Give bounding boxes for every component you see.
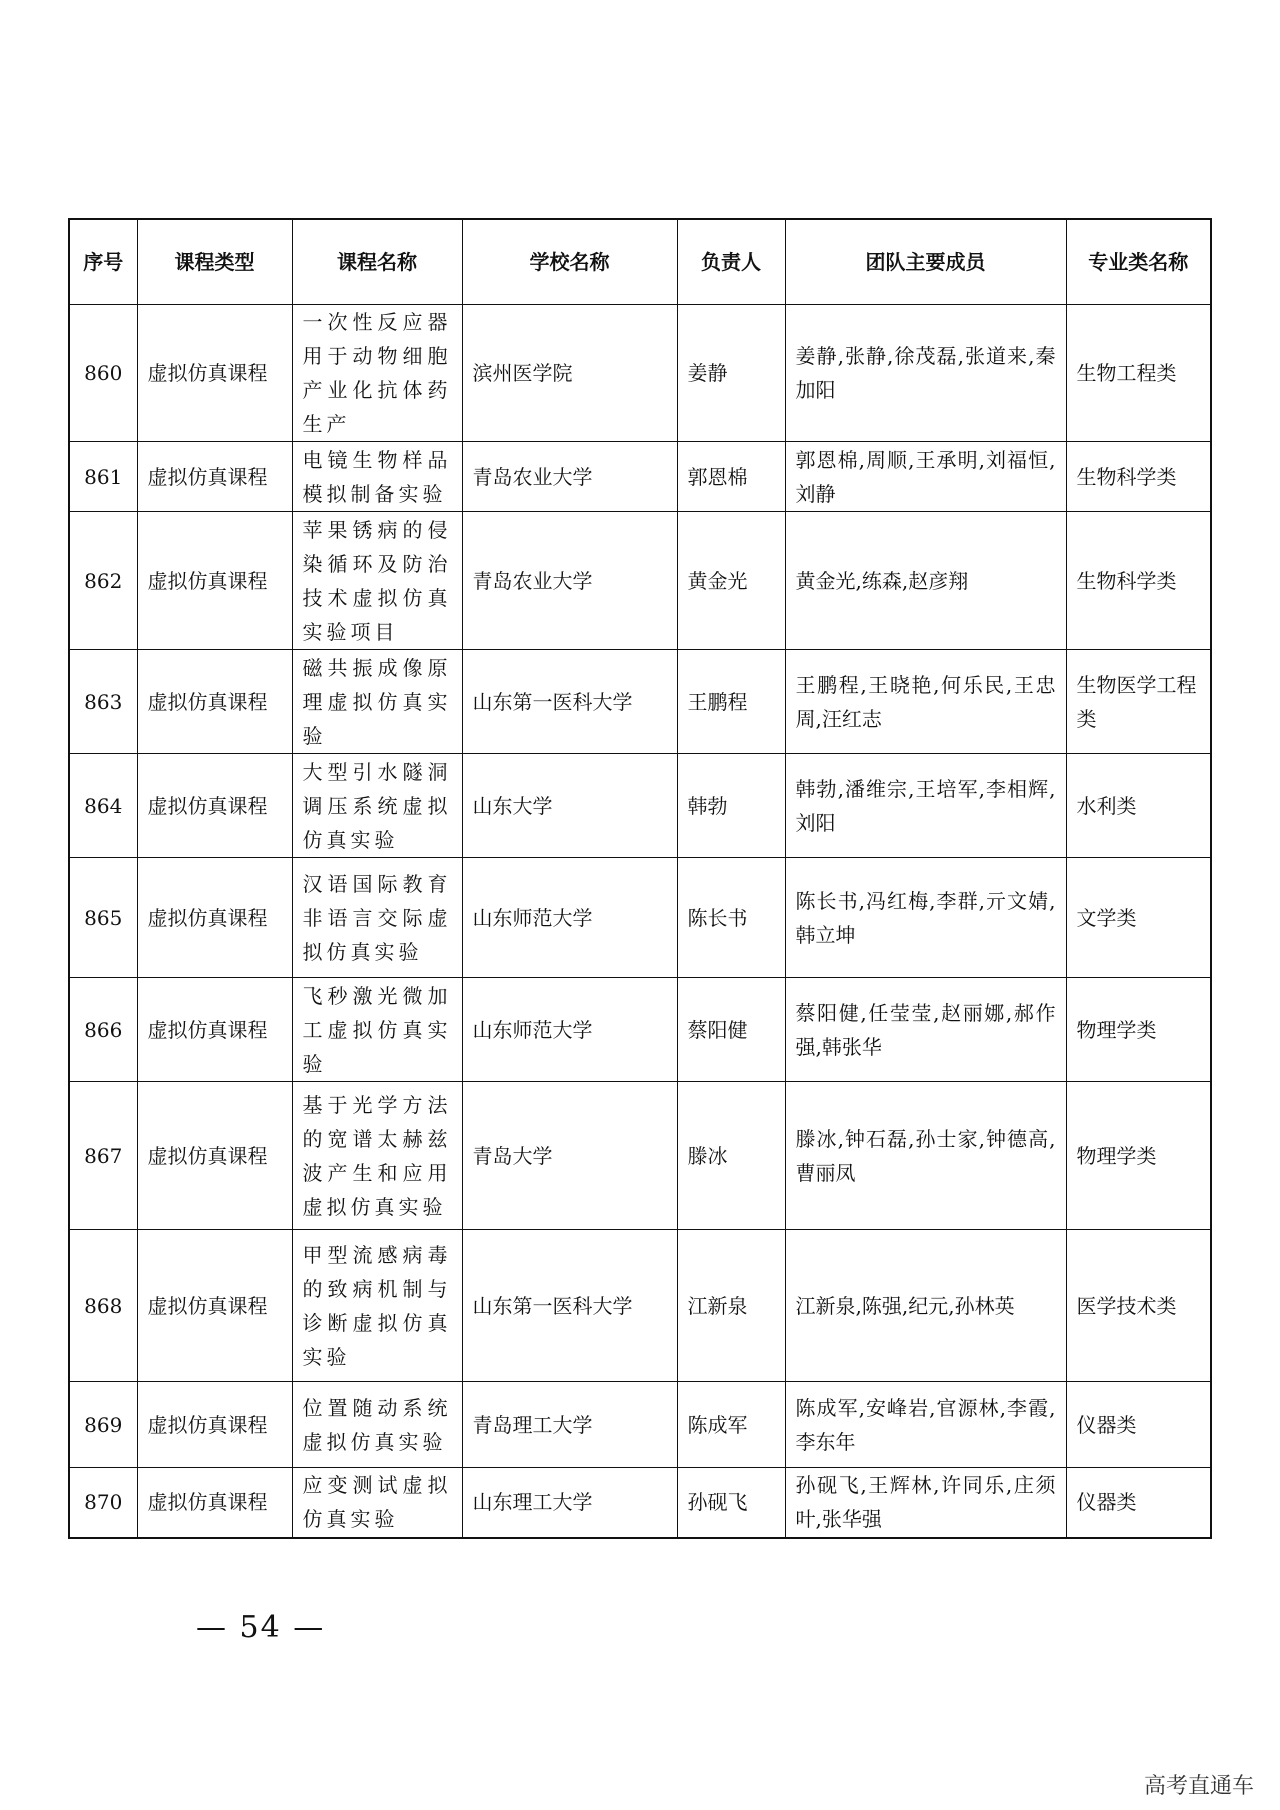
cell-school: 青岛农业大学 bbox=[462, 512, 677, 650]
header-course-type: 课程类型 bbox=[137, 219, 292, 305]
table-row bbox=[69, 978, 1211, 1082]
cell-no: 865 bbox=[69, 858, 137, 978]
cell-course-type: 虚拟仿真课程 bbox=[137, 512, 292, 650]
cell-no: 861 bbox=[69, 442, 137, 512]
table-row bbox=[69, 650, 1211, 754]
table-row bbox=[69, 1082, 1211, 1230]
cell-leader: 陈成军 bbox=[677, 1382, 785, 1468]
cell-members: 郭恩棉,周顺,王承明,刘福恒,刘静 bbox=[785, 442, 1066, 512]
cell-leader: 韩勃 bbox=[677, 754, 785, 858]
cell-members: 陈成军,安峰岩,官源林,李霞,李东年 bbox=[785, 1382, 1066, 1468]
cell-course-name: 苹果锈病的侵染循环及防治技术虚拟仿真实验项目 bbox=[292, 512, 462, 650]
cell-leader: 王鹏程 bbox=[677, 650, 785, 754]
cell-school: 山东第一医科大学 bbox=[462, 650, 677, 754]
cell-course-type: 虚拟仿真课程 bbox=[137, 1468, 292, 1538]
cell-no: 866 bbox=[69, 978, 137, 1082]
cell-leader: 江新泉 bbox=[677, 1230, 785, 1382]
cell-course-name: 位置随动系统虚拟仿真实验 bbox=[292, 1382, 462, 1468]
cell-school: 山东第一医科大学 bbox=[462, 1230, 677, 1382]
cell-course-name: 电镜生物样品模拟制备实验 bbox=[292, 442, 462, 512]
table-row bbox=[69, 442, 1211, 512]
cell-no: 868 bbox=[69, 1230, 137, 1382]
cell-category: 水利类 bbox=[1066, 754, 1211, 858]
cell-course-type: 虚拟仿真课程 bbox=[137, 650, 292, 754]
course-list-sheet bbox=[68, 218, 1210, 1539]
cell-members: 韩勃,潘维宗,王培军,李相辉,刘阳 bbox=[785, 754, 1066, 858]
cell-course-type: 虚拟仿真课程 bbox=[137, 1082, 292, 1230]
cell-course-type: 虚拟仿真课程 bbox=[137, 305, 292, 442]
cell-school: 山东师范大学 bbox=[462, 978, 677, 1082]
table-row bbox=[69, 1230, 1211, 1382]
cell-category: 生物科学类 bbox=[1066, 442, 1211, 512]
cell-members: 滕冰,钟石磊,孙士家,钟德高,曹丽凤 bbox=[785, 1082, 1066, 1230]
cell-course-type: 虚拟仿真课程 bbox=[137, 858, 292, 978]
cell-course-name: 应变测试虚拟仿真实验 bbox=[292, 1468, 462, 1538]
header-course-name: 课程名称 bbox=[292, 219, 462, 305]
course-table bbox=[68, 218, 1212, 1539]
table-header-row bbox=[69, 219, 1211, 305]
cell-category: 仪器类 bbox=[1066, 1468, 1211, 1538]
cell-course-name: 大型引水隧洞调压系统虚拟仿真实验 bbox=[292, 754, 462, 858]
cell-no: 862 bbox=[69, 512, 137, 650]
cell-course-name: 汉语国际教育非语言交际虚拟仿真实验 bbox=[292, 858, 462, 978]
header-school-name: 学校名称 bbox=[462, 219, 677, 305]
cell-school: 青岛农业大学 bbox=[462, 442, 677, 512]
cell-leader: 郭恩棉 bbox=[677, 442, 785, 512]
cell-no: 869 bbox=[69, 1382, 137, 1468]
table-row bbox=[69, 305, 1211, 442]
page-number: — 54 — bbox=[196, 1610, 326, 1645]
watermark: 高考直通车 bbox=[1143, 1774, 1254, 1799]
cell-category: 文学类 bbox=[1066, 858, 1211, 978]
cell-school: 青岛理工大学 bbox=[462, 1382, 677, 1468]
cell-category: 物理学类 bbox=[1066, 1082, 1211, 1230]
cell-members: 陈长书,冯红梅,李群,亓文婧,韩立坤 bbox=[785, 858, 1066, 978]
header-no: 序号 bbox=[69, 219, 137, 305]
cell-category: 生物医学工程类 bbox=[1066, 650, 1211, 754]
cell-school: 滨州医学院 bbox=[462, 305, 677, 442]
table-row bbox=[69, 1382, 1211, 1468]
cell-leader: 蔡阳健 bbox=[677, 978, 785, 1082]
table-row bbox=[69, 512, 1211, 650]
cell-no: 870 bbox=[69, 1468, 137, 1538]
table-row bbox=[69, 858, 1211, 978]
cell-no: 863 bbox=[69, 650, 137, 754]
cell-leader: 孙砚飞 bbox=[677, 1468, 785, 1538]
cell-category: 医学技术类 bbox=[1066, 1230, 1211, 1382]
cell-school: 青岛大学 bbox=[462, 1082, 677, 1230]
table-row bbox=[69, 754, 1211, 858]
cell-no: 864 bbox=[69, 754, 137, 858]
cell-members: 姜静,张静,徐茂磊,张道来,秦加阳 bbox=[785, 305, 1066, 442]
cell-course-name: 磁共振成像原理虚拟仿真实验 bbox=[292, 650, 462, 754]
cell-no: 867 bbox=[69, 1082, 137, 1230]
header-leader: 负责人 bbox=[677, 219, 785, 305]
cell-school: 山东大学 bbox=[462, 754, 677, 858]
cell-course-type: 虚拟仿真课程 bbox=[137, 1382, 292, 1468]
cell-course-name: 基于光学方法的宽谱太赫兹波产生和应用虚拟仿真实验 bbox=[292, 1082, 462, 1230]
cell-course-name: 甲型流感病毒的致病机制与诊断虚拟仿真实验 bbox=[292, 1230, 462, 1382]
cell-leader: 姜静 bbox=[677, 305, 785, 442]
cell-members: 江新泉,陈强,纪元,孙林英 bbox=[785, 1230, 1066, 1382]
cell-course-type: 虚拟仿真课程 bbox=[137, 754, 292, 858]
cell-school: 山东师范大学 bbox=[462, 858, 677, 978]
cell-category: 生物科学类 bbox=[1066, 512, 1211, 650]
cell-members: 孙砚飞,王辉林,许同乐,庄须叶,张华强 bbox=[785, 1468, 1066, 1538]
cell-category: 物理学类 bbox=[1066, 978, 1211, 1082]
cell-course-type: 虚拟仿真课程 bbox=[137, 442, 292, 512]
table-row bbox=[69, 1468, 1211, 1538]
cell-members: 黄金光,练森,赵彦翔 bbox=[785, 512, 1066, 650]
cell-no: 860 bbox=[69, 305, 137, 442]
cell-course-type: 虚拟仿真课程 bbox=[137, 1230, 292, 1382]
cell-course-name: 一次性反应器用于动物细胞产业化抗体药生产 bbox=[292, 305, 462, 442]
cell-school: 山东理工大学 bbox=[462, 1468, 677, 1538]
header-category: 专业类名称 bbox=[1066, 219, 1211, 305]
header-team-members: 团队主要成员 bbox=[785, 219, 1066, 305]
cell-course-type: 虚拟仿真课程 bbox=[137, 978, 292, 1082]
cell-leader: 滕冰 bbox=[677, 1082, 785, 1230]
cell-category: 仪器类 bbox=[1066, 1382, 1211, 1468]
cell-category: 生物工程类 bbox=[1066, 305, 1211, 442]
cell-members: 蔡阳健,任莹莹,赵丽娜,郝作强,韩张华 bbox=[785, 978, 1066, 1082]
cell-members: 王鹏程,王晓艳,何乐民,王忠周,汪红志 bbox=[785, 650, 1066, 754]
cell-leader: 黄金光 bbox=[677, 512, 785, 650]
cell-leader: 陈长书 bbox=[677, 858, 785, 978]
cell-course-name: 飞秒激光微加工虚拟仿真实验 bbox=[292, 978, 462, 1082]
